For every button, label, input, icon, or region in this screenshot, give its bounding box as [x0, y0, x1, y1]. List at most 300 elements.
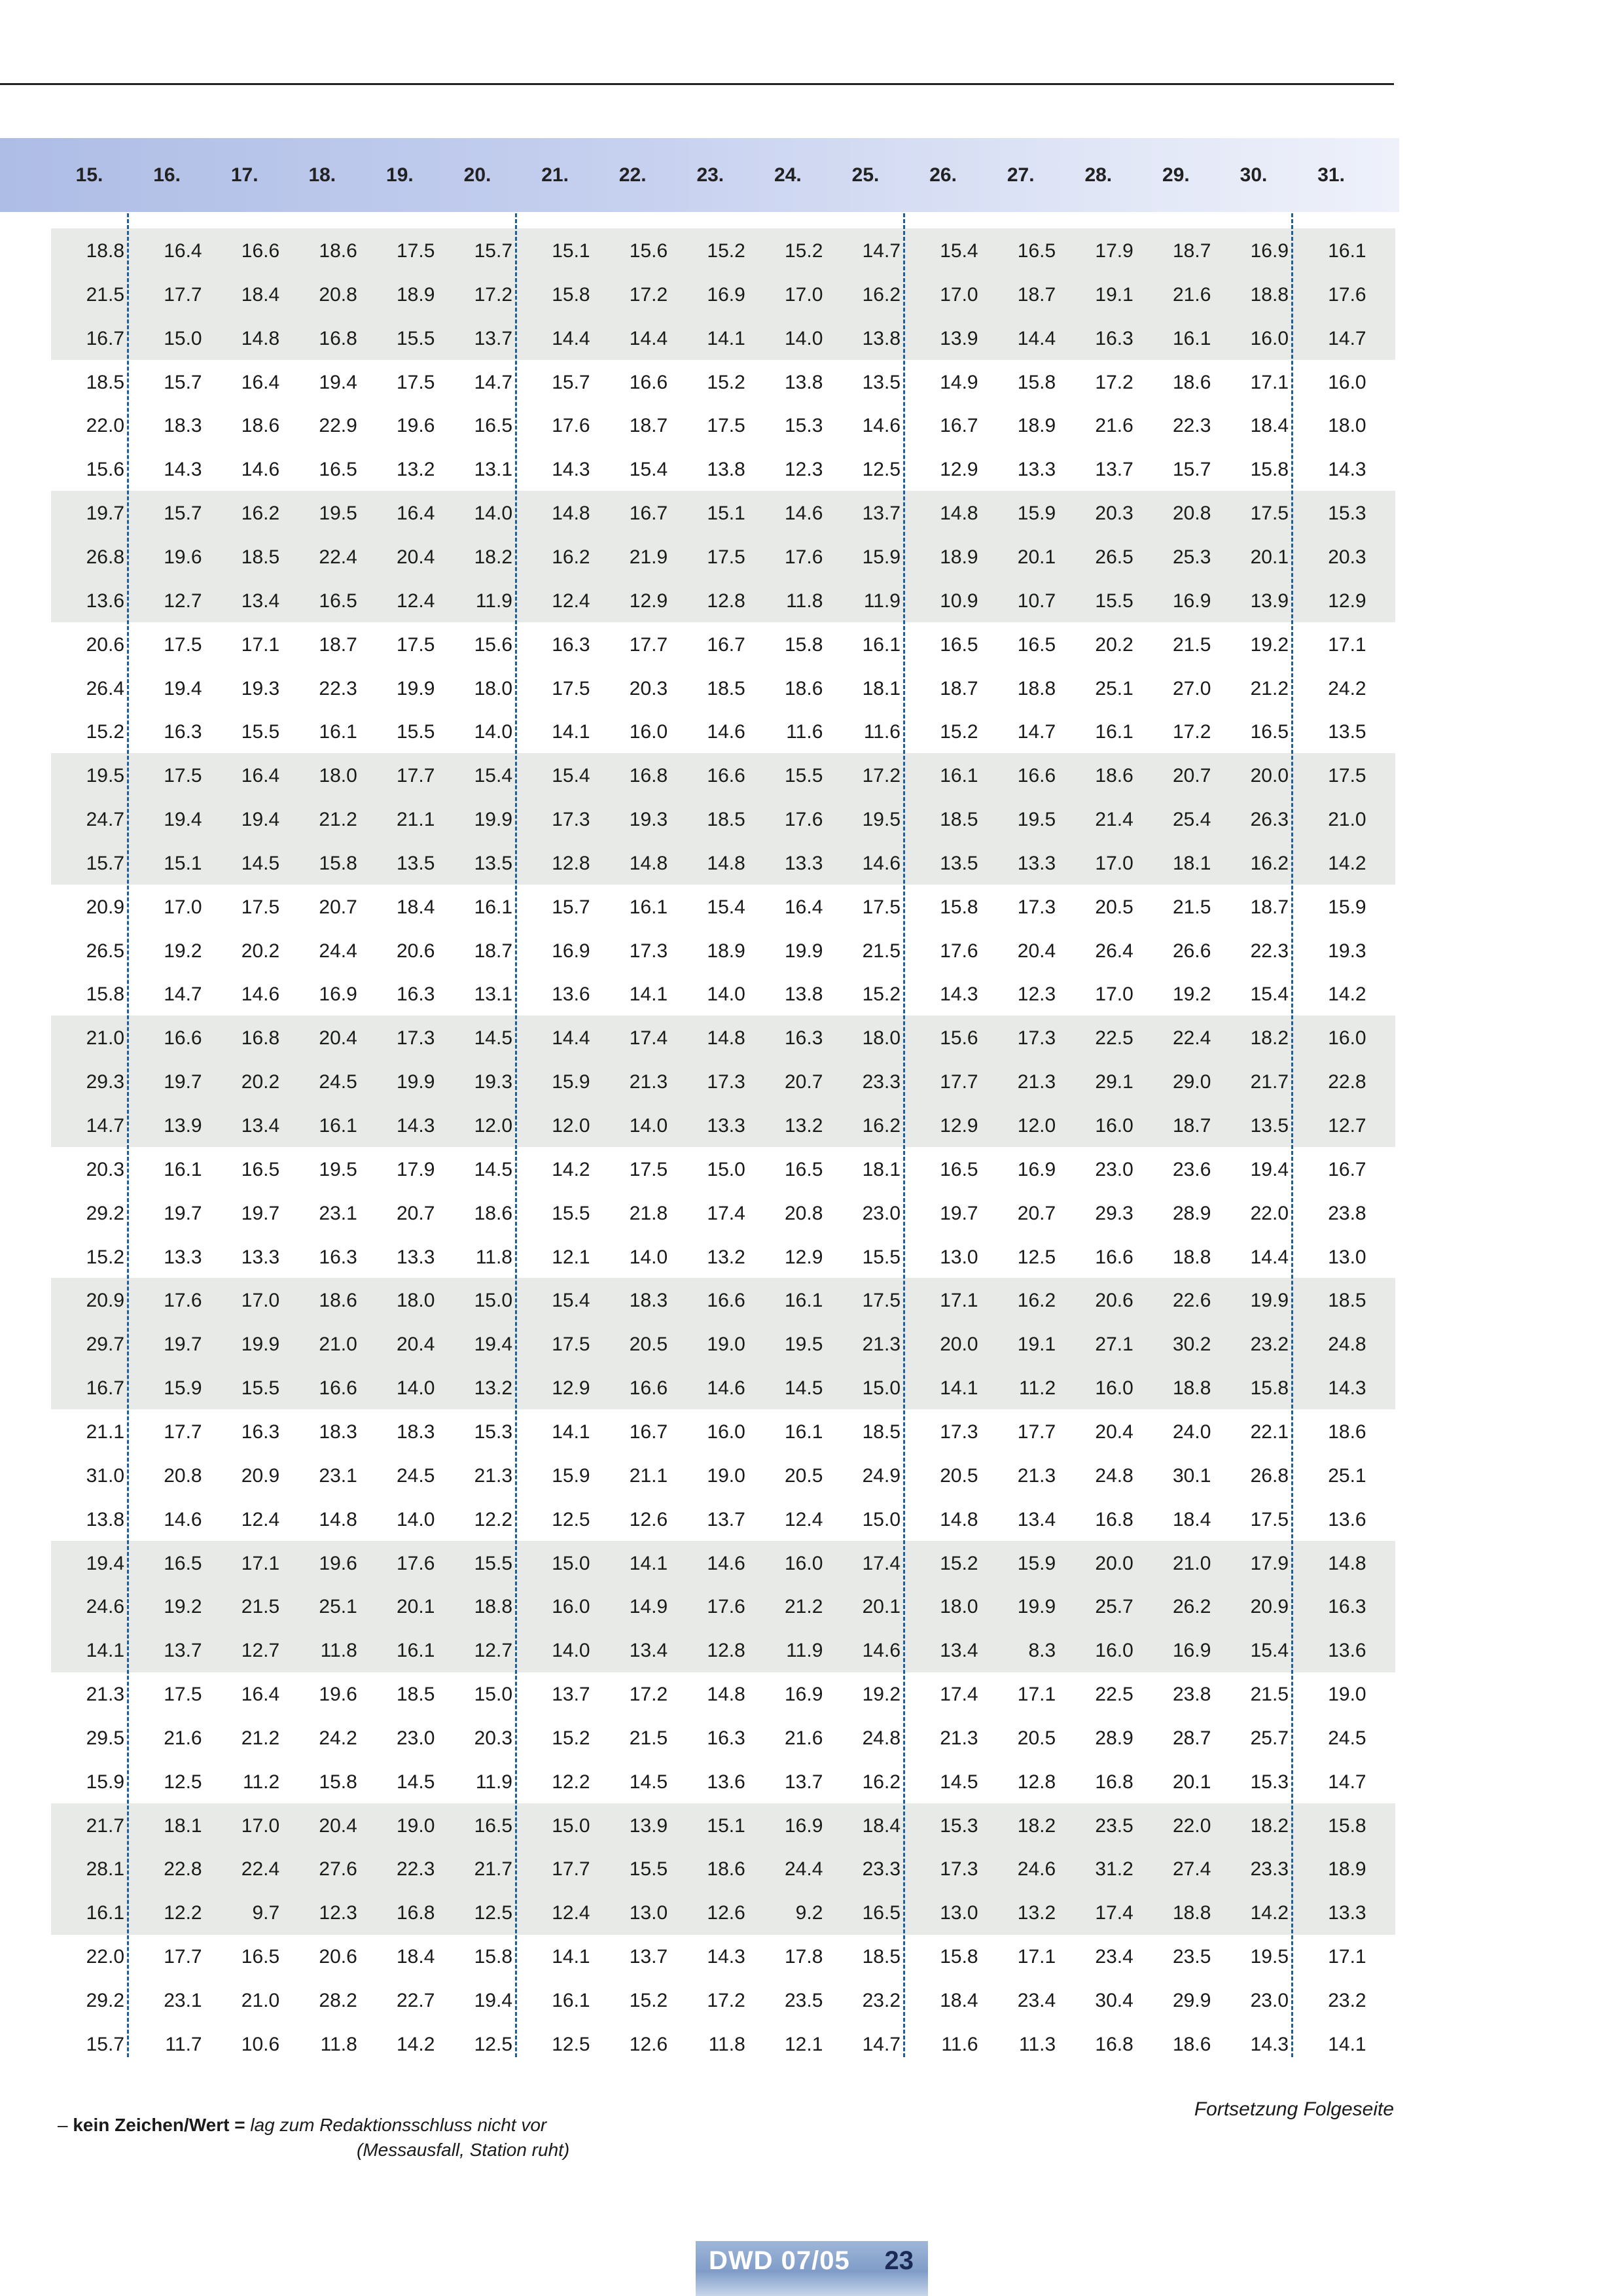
table-cell: 21.7	[86, 1814, 124, 1837]
table-cell: 15.5	[629, 1858, 668, 1881]
table-cell: 17.3	[629, 940, 668, 962]
table-cell: 15.7	[86, 2033, 124, 2055]
table-cell: 10.6	[241, 2033, 280, 2055]
table-cell: 16.5	[940, 1158, 978, 1180]
table-cell: 16.3	[241, 1421, 280, 1443]
table-cell: 11.8	[475, 1246, 512, 1268]
table-cell: 18.6	[1173, 371, 1211, 393]
table-cell: 19.9	[1017, 1596, 1056, 1618]
table-cell: 14.2	[1250, 1902, 1289, 1924]
table-cell: 19.5	[1017, 809, 1056, 831]
table-cell: 25.7	[1250, 1727, 1289, 1749]
table-cell: 14.3	[552, 459, 590, 481]
day-header-24: 24.	[774, 164, 802, 186]
table-cell: 15.2	[552, 1727, 590, 1749]
table-cell: 19.9	[241, 1333, 280, 1356]
table-row	[0, 535, 1400, 579]
table-cell: 12.5	[474, 1902, 512, 1924]
table-cell: 16.3	[785, 1027, 823, 1050]
table-cell: 15.7	[86, 852, 124, 874]
table-cell: 20.5	[1017, 1727, 1056, 1749]
table-cell: 23.0	[862, 1202, 901, 1224]
table-cell: 16.9	[1173, 590, 1211, 612]
footnote-equals: =	[234, 2115, 245, 2135]
table-cell: 13.3	[241, 1246, 280, 1268]
table-cell: 11.9	[863, 590, 901, 612]
table-cell: 20.1	[397, 1596, 435, 1618]
table-cell: 20.9	[86, 896, 124, 918]
table-cell: 18.4	[940, 1990, 978, 2011]
table-cell: 13.3	[785, 852, 823, 874]
table-row	[0, 317, 1400, 361]
day-header-26: 26.	[929, 164, 957, 186]
table-cell: 31.2	[1095, 1858, 1133, 1881]
table-cell: 22.4	[241, 1858, 280, 1881]
table-cell: 15.4	[1250, 1640, 1289, 1662]
table-cell: 16.1	[862, 633, 901, 656]
table-cell: 22.1	[1250, 1421, 1289, 1443]
table-row	[0, 710, 1400, 754]
table-cell: 14.6	[241, 459, 280, 481]
table-cell: 20.1	[1250, 546, 1289, 568]
table-cell: 14.0	[707, 983, 745, 1006]
table-cell: 14.3	[1328, 1377, 1366, 1400]
table-cell: 16.4	[164, 240, 202, 262]
table-cell: 12.0	[474, 1115, 512, 1137]
table-cell: 28.2	[319, 1990, 357, 2011]
table-cell: 16.2	[862, 1771, 901, 1793]
table-cell: 18.0	[1328, 415, 1366, 437]
table-cell: 15.2	[785, 240, 823, 262]
table-cell: 16.2	[862, 1115, 901, 1137]
table-cell: 18.0	[397, 1290, 435, 1312]
table-row	[0, 1498, 1400, 1542]
table-cell: 22.5	[1095, 1027, 1133, 1050]
table-cell: 16.1	[164, 1158, 202, 1180]
table-cell: 19.4	[474, 1990, 512, 2011]
table-cell: 16.8	[1095, 1771, 1133, 1793]
table-row	[0, 667, 1400, 711]
table-cell: 18.7	[1173, 1115, 1211, 1137]
table-cell: 20.0	[1250, 765, 1289, 787]
table-cell: 17.5	[629, 1158, 668, 1180]
table-cell: 20.2	[241, 1071, 280, 1093]
table-cell: 13.1	[474, 983, 512, 1006]
table-cell: 14.1	[629, 983, 668, 1006]
table-cell: 20.9	[1250, 1596, 1289, 1618]
table-cell: 16.5	[241, 1946, 280, 1968]
table-cell: 12.2	[474, 1508, 512, 1530]
table-cell: 18.2	[474, 546, 512, 568]
table-cell: 15.7	[552, 896, 590, 918]
table-cell: 17.4	[940, 1684, 978, 1706]
table-cell: 23.1	[319, 1202, 357, 1224]
table-row	[0, 1454, 1400, 1498]
table-cell: 22.0	[86, 415, 124, 437]
table-cell: 15.8	[1250, 1377, 1289, 1400]
table-cell: 16.9	[785, 1814, 823, 1837]
table-cell: 21.6	[785, 1727, 823, 1749]
publication-label: DWD 07/05	[709, 2246, 850, 2275]
table-cell: 17.6	[397, 1552, 435, 1574]
page-number: 23	[884, 2246, 914, 2275]
table-cell: 16.6	[629, 371, 668, 393]
table-cell: 11.6	[786, 721, 823, 743]
table-cell: 12.7	[164, 590, 202, 612]
day-header-23: 23.	[696, 164, 724, 186]
table-cell: 19.9	[397, 677, 435, 699]
table-cell: 21.0	[1173, 1552, 1211, 1574]
table-cell: 21.4	[1095, 809, 1133, 831]
table-cell: 20.8	[785, 1202, 823, 1224]
table-cell: 21.0	[1328, 809, 1366, 831]
table-cell: 17.0	[1095, 852, 1133, 874]
day-header-21: 21.	[541, 164, 569, 186]
table-row	[0, 1148, 1400, 1192]
table-cell: 18.5	[86, 371, 124, 393]
table-cell: 17.4	[862, 1552, 901, 1574]
table-cell: 14.7	[862, 2033, 901, 2055]
table-cell: 29.2	[86, 1990, 124, 2011]
table-cell: 20.5	[785, 1464, 823, 1487]
table-cell: 16.0	[1328, 1027, 1366, 1050]
table-cell: 14.6	[862, 415, 901, 437]
table-cell: 20.4	[397, 1333, 435, 1356]
table-cell: 25.1	[319, 1596, 357, 1618]
table-cell: 21.6	[164, 1727, 202, 1749]
table-cell: 20.7	[397, 1202, 435, 1224]
table-cell: 20.6	[319, 1946, 357, 1968]
table-cell: 18.5	[862, 1946, 901, 1968]
table-cell: 23.5	[785, 1990, 823, 2011]
table-cell: 17.3	[1017, 1027, 1056, 1050]
table-cell: 17.9	[1250, 1552, 1289, 1574]
table-cell: 14.2	[552, 1158, 590, 1180]
table-cell: 18.9	[1328, 1858, 1366, 1881]
table-cell: 16.8	[397, 1902, 435, 1924]
table-cell: 20.8	[164, 1464, 202, 1487]
table-cell: 18.9	[397, 283, 435, 306]
table-row	[0, 1192, 1400, 1235]
table-cell: 20.7	[319, 896, 357, 918]
table-cell: 24.2	[1328, 677, 1366, 699]
table-cell: 18.5	[241, 546, 280, 568]
table-cell: 18.0	[474, 677, 512, 699]
table-row	[0, 1979, 1400, 2022]
footnote-description: lag zum Redaktionsschluss nicht vor	[250, 2115, 547, 2135]
table-cell: 19.3	[1328, 940, 1366, 962]
table-cell: 20.3	[1095, 503, 1133, 525]
table-cell: 16.0	[1095, 1377, 1133, 1400]
table-cell: 16.2	[862, 283, 901, 306]
table-cell: 12.9	[940, 1115, 978, 1137]
table-cell: 21.0	[86, 1027, 124, 1050]
table-cell: 17.2	[629, 1684, 668, 1706]
table-cell: 13.5	[862, 371, 901, 393]
table-cell: 13.7	[785, 1771, 823, 1793]
table-cell: 12.5	[862, 459, 901, 481]
table-cell: 19.7	[164, 1333, 202, 1356]
table-cell: 13.9	[1250, 590, 1289, 612]
table-cell: 26.8	[86, 546, 124, 568]
table-cell: 16.1	[785, 1290, 823, 1312]
table-cell: 15.2	[86, 721, 124, 743]
table-cell: 18.7	[1250, 896, 1289, 918]
table-cell: 12.5	[1017, 1246, 1056, 1268]
table-cell: 18.1	[862, 1158, 901, 1180]
table-cell: 18.5	[1328, 1290, 1366, 1312]
table-cell: 17.5	[164, 1684, 202, 1706]
table-cell: 16.5	[319, 590, 357, 612]
day-header-17: 17.	[230, 164, 259, 186]
table-cell: 17.5	[1250, 1508, 1289, 1530]
table-cell: 18.7	[629, 415, 668, 437]
table-cell: 18.8	[1250, 283, 1289, 306]
table-cell: 13.5	[397, 852, 435, 874]
table-cell: 15.9	[552, 1464, 590, 1487]
table-cell: 15.0	[552, 1814, 590, 1837]
table-cell: 12.4	[552, 590, 590, 612]
table-cell: 14.3	[1250, 2033, 1289, 2055]
table-cell: 14.7	[474, 371, 512, 393]
table-cell: 20.6	[86, 633, 124, 656]
table-cell: 17.4	[707, 1202, 745, 1224]
table-cell: 16.9	[1250, 240, 1289, 262]
table-cell: 23.6	[1173, 1158, 1211, 1180]
table-cell: 21.1	[629, 1464, 668, 1487]
table-cell: 17.2	[1095, 371, 1133, 393]
table-cell: 13.8	[785, 983, 823, 1006]
table-cell: 19.7	[86, 503, 124, 525]
table-cell: 15.3	[940, 1814, 978, 1837]
table-cell: 9.7	[252, 1902, 280, 1924]
table-cell: 28.9	[1173, 1202, 1211, 1224]
table-cell: 17.6	[785, 809, 823, 831]
table-cell: 13.7	[862, 503, 901, 525]
table-cell: 16.4	[241, 765, 280, 787]
table-cell: 14.5	[474, 1027, 512, 1050]
footnote-description-2: (Messausfall, Station ruht)	[357, 2140, 570, 2160]
table-cell: 20.7	[1017, 1202, 1056, 1224]
table-cell: 15.8	[1017, 371, 1056, 393]
table-cell: 16.7	[707, 633, 745, 656]
table-cell: 14.5	[785, 1377, 823, 1400]
table-cell: 16.1	[1173, 327, 1211, 349]
table-cell: 29.1	[1095, 1071, 1133, 1093]
table-row	[0, 1542, 1400, 1585]
table-cell: 12.0	[1017, 1115, 1056, 1137]
table-cell: 18.3	[629, 1290, 668, 1312]
table-cell: 14.8	[707, 1684, 745, 1706]
table-row	[0, 1629, 1400, 1672]
table-cell: 12.5	[552, 1508, 590, 1530]
table-cell: 20.3	[86, 1158, 124, 1180]
table-cell: 19.7	[940, 1202, 978, 1224]
table-cell: 21.0	[241, 1990, 280, 2011]
table-cell: 21.2	[241, 1727, 280, 1749]
table-cell: 12.8	[1017, 1771, 1056, 1793]
table-cell: 14.4	[552, 327, 590, 349]
table-cell: 22.6	[1173, 1290, 1211, 1312]
table-cell: 25.4	[1173, 809, 1211, 831]
table-cell: 15.2	[940, 721, 978, 743]
table-cell: 16.3	[552, 633, 590, 656]
table-row	[0, 972, 1400, 1016]
table-cell: 21.2	[785, 1596, 823, 1618]
page-badge	[696, 2241, 928, 2296]
table-cell: 19.4	[319, 371, 357, 393]
table-cell: 17.7	[1017, 1421, 1056, 1443]
table-cell: 16.2	[1017, 1290, 1056, 1312]
table-cell: 14.2	[1328, 983, 1366, 1006]
table-cell: 19.6	[319, 1684, 357, 1706]
table-cell: 24.6	[1017, 1858, 1056, 1881]
table-cell: 17.5	[1328, 765, 1366, 787]
table-cell: 16.4	[241, 371, 280, 393]
table-cell: 19.5	[86, 765, 124, 787]
table-cell: 14.5	[940, 1771, 978, 1793]
table-cell: 19.2	[164, 1596, 202, 1618]
table-cell: 21.3	[1017, 1071, 1056, 1093]
table-cell: 18.8	[1173, 1902, 1211, 1924]
table-cell: 21.5	[1173, 633, 1211, 656]
table-cell: 16.5	[164, 1552, 202, 1574]
table-cell: 14.8	[1328, 1552, 1366, 1574]
table-cell: 18.8	[1017, 677, 1056, 699]
table-cell: 14.3	[940, 983, 978, 1006]
table-cell: 23.5	[1173, 1946, 1211, 1968]
table-cell: 18.8	[1173, 1377, 1211, 1400]
table-cell: 19.4	[241, 809, 280, 831]
table-cell: 17.3	[397, 1027, 435, 1050]
table-cell: 22.8	[1328, 1071, 1366, 1093]
table-cell: 14.4	[629, 327, 668, 349]
footnote-legend	[58, 2115, 546, 2136]
table-cell: 18.2	[1250, 1027, 1289, 1050]
table-cell: 15.0	[862, 1377, 901, 1400]
table-cell: 14.4	[1250, 1246, 1289, 1268]
table-cell: 21.3	[474, 1464, 512, 1487]
table-cell: 16.8	[241, 1027, 280, 1050]
table-cell: 28.7	[1173, 1727, 1211, 1749]
table-cell: 14.8	[707, 852, 745, 874]
table-cell: 22.3	[1173, 415, 1211, 437]
table-cell: 15.9	[1017, 1552, 1056, 1574]
table-cell: 25.1	[1095, 677, 1133, 699]
table-cell: 13.2	[397, 459, 435, 481]
table-cell: 14.3	[707, 1946, 745, 1968]
table-cell: 18.4	[1250, 415, 1289, 437]
table-cell: 16.1	[397, 1640, 435, 1662]
table-cell: 17.8	[785, 1946, 823, 1968]
table-cell: 30.4	[1095, 1990, 1133, 2011]
table-cell: 18.7	[940, 677, 978, 699]
table-cell: 11.6	[863, 721, 901, 743]
table-cell: 14.8	[629, 852, 668, 874]
table-cell: 17.6	[785, 546, 823, 568]
table-cell: 13.5	[474, 852, 512, 874]
table-cell: 12.8	[552, 852, 590, 874]
table-cell: 22.4	[1173, 1027, 1211, 1050]
table-cell: 18.5	[397, 1684, 435, 1706]
table-cell: 14.7	[164, 983, 202, 1006]
table-cell: 13.3	[1017, 459, 1056, 481]
table-cell: 16.9	[319, 983, 357, 1006]
table-cell: 13.6	[552, 983, 590, 1006]
table-cell: 13.8	[785, 371, 823, 393]
table-cell: 15.0	[707, 1158, 745, 1180]
table-cell: 13.9	[164, 1115, 202, 1137]
table-row	[0, 273, 1400, 317]
table-cell: 12.7	[1328, 1115, 1366, 1137]
table-cell: 17.7	[164, 1421, 202, 1443]
table-cell: 22.0	[86, 1946, 124, 1968]
table-cell: 16.2	[1250, 852, 1289, 874]
table-cell: 16.0	[785, 1552, 823, 1574]
table-cell: 15.5	[785, 765, 823, 787]
table-cell: 16.2	[552, 546, 590, 568]
table-cell: 15.4	[940, 240, 978, 262]
table-cell: 18.4	[397, 896, 435, 918]
table-cell: 15.6	[474, 633, 512, 656]
table-cell: 17.1	[1328, 1946, 1366, 1968]
table-cell: 19.9	[397, 1071, 435, 1093]
table-cell: 18.9	[1017, 415, 1056, 437]
table-cell: 21.5	[1173, 896, 1211, 918]
table-cell: 21.3	[86, 1684, 124, 1706]
table-cell: 16.0	[552, 1596, 590, 1618]
table-cell: 17.9	[397, 1158, 435, 1180]
table-cell: 13.4	[241, 590, 280, 612]
table-cell: 18.6	[707, 1858, 745, 1881]
table-cell: 20.9	[86, 1290, 124, 1312]
table-cell: 15.8	[474, 1946, 512, 1968]
table-row	[0, 623, 1400, 667]
table-cell: 15.4	[629, 459, 668, 481]
table-cell: 19.0	[707, 1333, 745, 1356]
table-cell: 16.5	[862, 1902, 901, 1924]
table-cell: 21.5	[86, 283, 124, 306]
table-cell: 16.5	[1017, 633, 1056, 656]
table-cell: 18.7	[474, 940, 512, 962]
table-cell: 17.0	[940, 283, 978, 306]
table-cell: 20.9	[241, 1464, 280, 1487]
table-cell: 20.8	[319, 283, 357, 306]
table-cell: 12.9	[629, 590, 668, 612]
table-cell: 16.1	[86, 1902, 124, 1924]
table-cell: 16.6	[707, 765, 745, 787]
table-cell: 10.7	[1017, 590, 1056, 612]
table-row	[0, 1279, 1400, 1322]
table-cell: 17.0	[1095, 983, 1133, 1006]
day-header-19: 19.	[386, 164, 414, 186]
table-cell: 16.6	[707, 1290, 745, 1312]
table-cell: 13.7	[474, 327, 512, 349]
table-cell: 14.0	[474, 503, 512, 525]
table-cell: 13.7	[552, 1684, 590, 1706]
table-cell: 16.2	[241, 503, 280, 525]
table-cell: 15.2	[862, 983, 901, 1006]
table-cell: 15.0	[164, 327, 202, 349]
table-cell: 17.1	[1017, 1684, 1056, 1706]
table-cell: 14.8	[940, 1508, 978, 1530]
table-cell: 18.1	[862, 677, 901, 699]
table-row	[0, 1935, 1400, 1979]
table-cell: 17.5	[397, 633, 435, 656]
table-cell: 23.0	[1095, 1158, 1133, 1180]
table-cell: 18.5	[707, 809, 745, 831]
table-cell: 15.9	[552, 1071, 590, 1093]
